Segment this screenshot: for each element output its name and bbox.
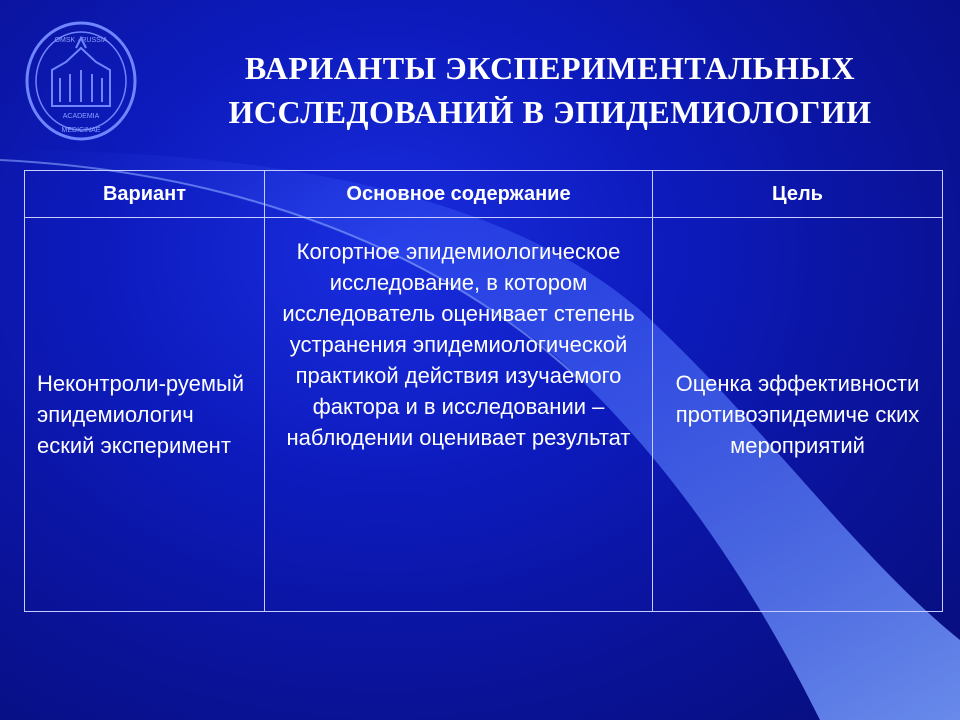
table-header-row xyxy=(25,171,943,218)
cell-content: Когортное эпидемиологическое исследование, в котором исследователь оценивает степень устранения эпидемиологической практикой действия изучаемого фактора и в исследовании – наблюдении оценивает результат xyxy=(265,218,653,612)
logo-mid-text: ACADEMIA xyxy=(62,113,100,120)
header-variant: Вариант xyxy=(25,171,265,218)
academy-logo xyxy=(22,18,140,144)
variants-table xyxy=(24,170,943,612)
cell-goal: Оценка эффективности противоэпидемиче ских мероприятий xyxy=(653,218,943,612)
slide-title-line-2: ИССЛЕДОВАНИЙ В ЭПИДЕМИОЛОГИИ xyxy=(228,94,872,130)
logo-bottom-text: MEDICINAE xyxy=(61,127,101,134)
logo-top-text: OMSK · RUSSIA xyxy=(54,37,108,44)
slide-title xyxy=(150,46,950,134)
academy-seal-icon xyxy=(22,18,140,144)
header-content: Основное содержание xyxy=(265,171,653,218)
table-row xyxy=(25,218,943,612)
slide-title-line-1: ВАРИАНТЫ ЭКСПЕРИМЕНТАЛЬНЫХ xyxy=(244,50,856,86)
header-goal: Цель xyxy=(653,171,943,218)
cell-variant: Неконтроли-руемый эпидемиологич еский эксперимент xyxy=(25,218,265,612)
